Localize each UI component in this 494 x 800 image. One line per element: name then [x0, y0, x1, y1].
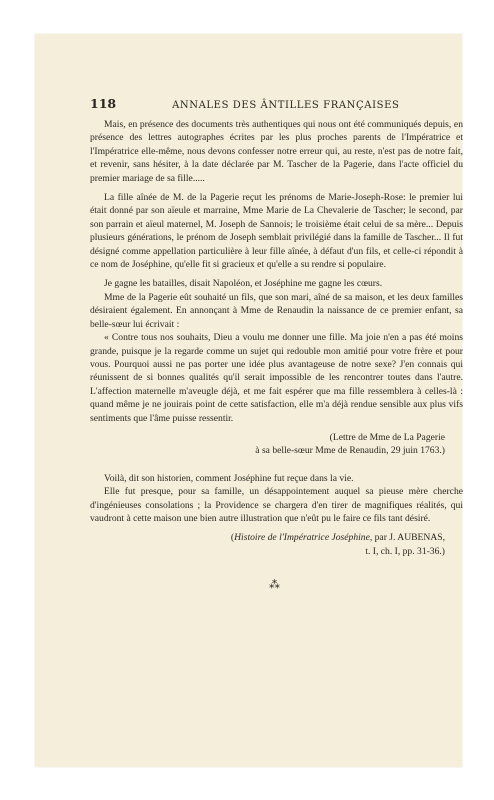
citation: (Histoire de l'Impératrice Joséphine, par J. AUBENAS,: [230, 532, 445, 544]
paragraph: Mme de la Pagerie eût souhaité un fils, que son mari, aîné de sa maison, et les deux familles désiraient également. En annonçant à Mme de Renaudin la naissance de ce premier enfant, sa belle-sœur lui écrivait :: [90, 291, 463, 330]
section-break-asterism: ⁂: [269, 579, 284, 592]
running-title: ANNALES DES ÂNTILLES FRANÇAISES: [172, 100, 400, 111]
letter-signature-line-2: à sa belle-sœur Mme de Renaudin, 29 juin 1763.): [255, 445, 445, 457]
paragraph: Voilà, dit son historien, comment Joséphine fut reçue dans la vie.: [104, 472, 354, 484]
citation-reference: t. I, ch. I, pp. 31-36.): [365, 545, 445, 557]
page-header: [90, 96, 463, 111]
citation-title: Histoire de l'Impératrice Joséphine,: [234, 532, 373, 544]
quoted-letter: « Contre tous nos souhaits, Dieu a voulu me donner une fille. Ma joie n'en a pas été moins grande, puisque je la regarde comme un sujet qui redouble mon amitié pour votre frère et pour vous. Pourquoi aussi ne pas porter une idée plus avantageuse de notre sexe? J'en connais qui réunissent de si bonnes qualités qu'il serait impossible de les rencontrer toutes dans l'autre. L'affection maternelle m'aveugle déjà, et me fait espérer que ma fille ressemblera à celles-là : quand même je ne jouirais point de cette satisfaction, elle m'a déjà rendue sensible aux plus vifs sentiments que l'âme puisse ressentir.: [90, 332, 463, 424]
page-number: 118: [90, 96, 117, 111]
paragraph: Je gagne les batailles, disait Napoléon, et Joséphine me gagne les cœurs.: [104, 278, 383, 290]
paragraph: Elle fut presque, pour sa famille, un désappointement auquel sa pieuse mère cherche d'ingénieuses consolations ; la Providence se chargera d'en tirer de magnifiques réalités, qui vaudront à cette maison une bien autre illustration que n'eût pu le faire ce fils tant désiré.: [90, 486, 463, 524]
paragraph: La fille aînée de M. de la Pagerie reçut les prénoms de Marie-Joseph-Rose: le premier lui était donné par son aïeule et marraine, Mme Marie de La Chevalerie de Tascher; le second, par son parrain et aïeul maternel, M. Joseph de Sannois; le troisième était celui de sa mère... Depuis plusieurs générations, le prénom de Joseph semblait privilégié dans la famille de Tascher... Il fut désigné comme appellation particulière à leur fille aînée, à défaut d'un fils, et celle-ci répondit à ce nom de Joséphine, qu'elle fit si gracieux et qu'elle a su rendre si populaire.: [90, 192, 463, 271]
letter-signature: (Lettre de Mme de La Pagerie: [329, 431, 445, 443]
page-body: [90, 118, 463, 590]
citation-author: par J. AUBENAS,: [372, 532, 445, 544]
paragraph: Mais, en présence des documents très authentiques qui nous ont été communiqués depuis, en présence des lettres autographes écrites par les plus proches parents de l'Impératrice et l'Impératrice elle-même, nous devons confesser notre erreur qui, au reste, n'est pas de notre fait, et revenir, sans hésiter, à la date déclarée par M. Tascher de la Pagerie, dans l'acte officiel du premier mariage de sa fille.....: [90, 119, 463, 184]
